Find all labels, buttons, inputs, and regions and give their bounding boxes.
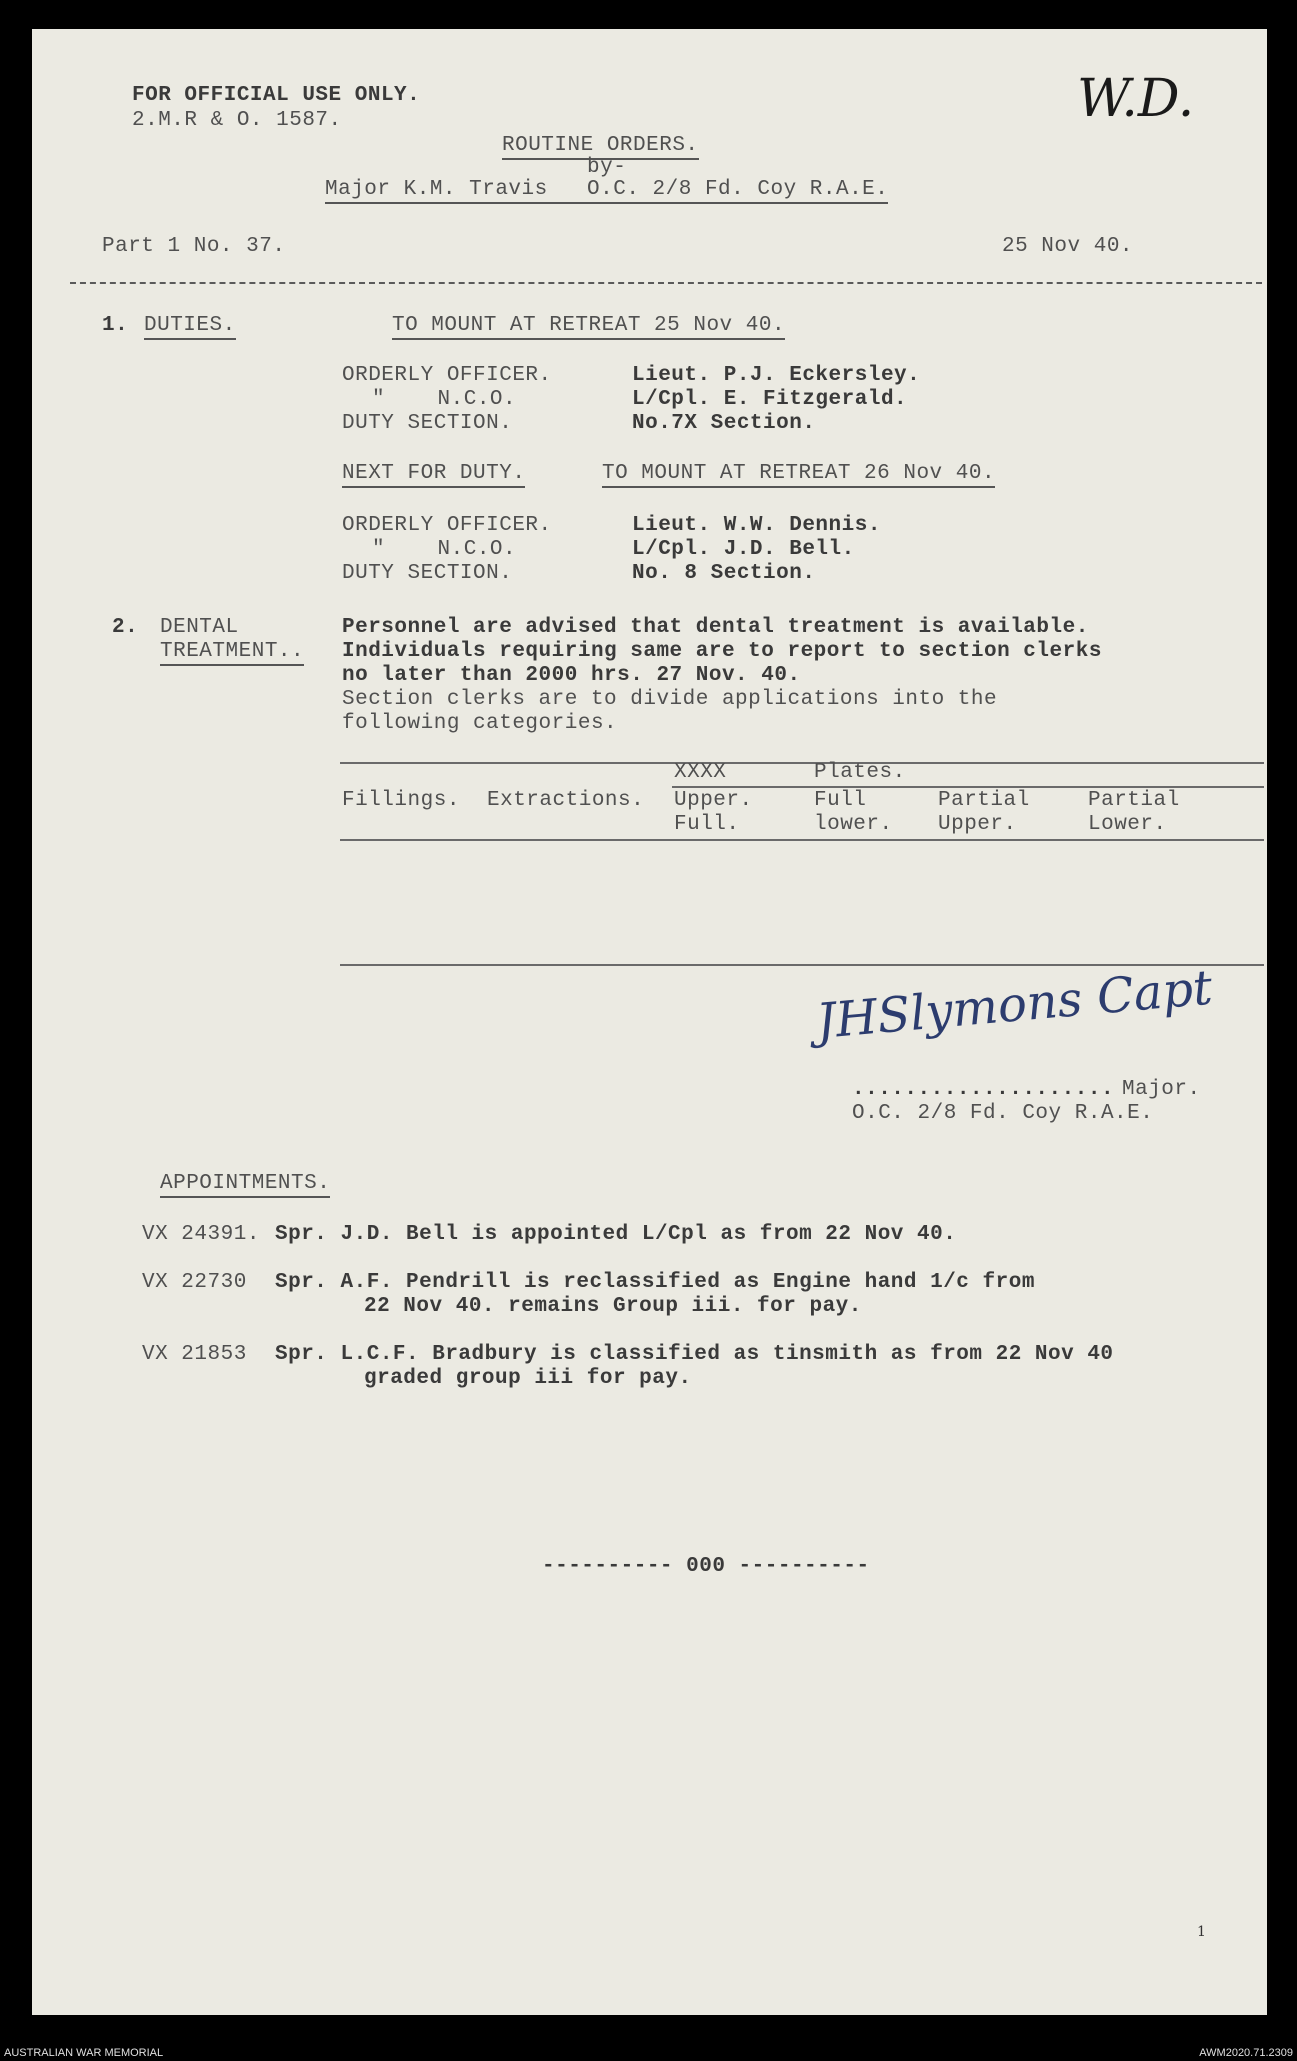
signature-dots: .................... (852, 1078, 1115, 1101)
page-number: 1 (1197, 1924, 1206, 1940)
issuer-line: Major K.M. Travis O.C. 2/8 Fd. Coy R.A.E. (325, 178, 888, 204)
appointment-2-line-1: Spr. A.F. Pendrill is reclassified as Engine hand 1/c from (275, 1271, 1035, 1294)
mount-line-1: TO MOUNT AT RETREAT 25 Nov 40. (392, 314, 785, 340)
dental-line-5: following categories. (342, 712, 618, 735)
next-for-duty-heading: NEXT FOR DUTY. (342, 462, 525, 488)
duties-heading: DUTIES. (144, 314, 236, 340)
dental-line-4: Section clerks are to divide applications into the (342, 688, 998, 711)
table-partial-upper-2: Upper. (938, 813, 1017, 836)
table-extractions: Extractions. (487, 789, 645, 812)
role-3: DUTY SECTION. (342, 412, 513, 435)
mount-line-2: TO MOUNT AT RETREAT 26 Nov 40. (602, 462, 995, 488)
signature-rank: Major. (1122, 1078, 1201, 1101)
table-plates-header: Plates. (814, 761, 906, 784)
name-3: No.7X Section. (632, 412, 816, 435)
appointment-3-line-1: Spr. L.C.F. Bradbury is classified as tinsmith as from 22 Nov 40 (275, 1343, 1114, 1366)
table-full-lower-2: lower. (814, 813, 893, 836)
table-partial-lower-1: Partial (1088, 789, 1180, 812)
name-2: L/Cpl. E. Fitzgerald. (632, 388, 908, 411)
appointment-1-number: VX 24391. (142, 1223, 260, 1246)
table-top-rule (340, 762, 1264, 764)
duties-number: 1. (102, 314, 129, 337)
handwritten-mark: W.D. (1077, 69, 1195, 129)
routine-orders-title: ROUTINE ORDERS. (502, 134, 699, 160)
table-upper-full-1: Upper. (674, 789, 753, 812)
role-4: ORDERLY OFFICER. (342, 514, 552, 537)
reference-line: 2.M.R & O. 1587. (132, 109, 342, 132)
table-partial-lower-2: Lower. (1088, 813, 1167, 836)
role-2: " N.C.O. (372, 388, 517, 411)
appointment-3-number: VX 21853 (142, 1343, 247, 1366)
dental-heading-2: TREATMENT.. (160, 640, 304, 666)
appointment-3-line-2: graded group iii for pay. (364, 1367, 692, 1390)
table-partial-upper-1: Partial (938, 789, 1030, 812)
dental-number: 2. (112, 616, 139, 639)
dental-line-3: no later than 2000 hrs. 27 Nov. 40. (342, 664, 801, 687)
table-struck-header: XXXX (674, 761, 727, 784)
table-full-lower-1: Full (814, 789, 867, 812)
role-6: DUTY SECTION. (342, 562, 513, 585)
footer-right: AWM2020.71.2309 (1199, 2047, 1293, 2059)
appointment-2-number: VX 22730 (142, 1271, 247, 1294)
role-1: ORDERLY OFFICER. (342, 364, 552, 387)
official-use-line: FOR OFFICIAL USE ONLY. (132, 84, 421, 107)
dental-line-1: Personnel are advised that dental treatment is available. (342, 616, 1089, 639)
appointments-heading: APPOINTMENTS. (160, 1172, 330, 1198)
name-4: Lieut. W.W. Dennis. (632, 514, 881, 537)
document-page (32, 29, 1267, 2015)
role-5: " N.C.O. (372, 538, 517, 561)
dental-line-2: Individuals requiring same are to report to section clerks (342, 640, 1102, 663)
table-bottom-rule (340, 964, 1264, 966)
order-date: 25 Nov 40. (1002, 235, 1134, 258)
appointment-2-line-2: 22 Nov 40. remains Group iii. for pay. (364, 1295, 862, 1318)
name-5: L/Cpl. J.D. Bell. (632, 538, 855, 561)
signature-unit: O.C. 2/8 Fd. Coy R.A.E. (852, 1102, 1154, 1125)
footer-left: AUSTRALIAN WAR MEMORIAL (4, 2047, 164, 2059)
part-number: Part 1 No. 37. (102, 235, 286, 258)
name-6: No. 8 Section. (632, 562, 816, 585)
handwritten-signature: JHSlymons Capt (814, 959, 1215, 1050)
end-mark: ---------- 000 ---------- (542, 1555, 870, 1578)
table-fillings: Fillings. (342, 789, 460, 812)
name-1: Lieut. P.J. Eckersley. (632, 364, 921, 387)
table-upper-full-2: Full. (674, 813, 740, 836)
by-line: by- (587, 156, 627, 179)
table-header-bottom-rule (340, 839, 1264, 841)
header-divider (70, 282, 1262, 284)
dental-heading-1: DENTAL (160, 616, 239, 639)
appointment-1-line-1: Spr. J.D. Bell is appointed L/Cpl as from 22 Nov 40. (275, 1223, 957, 1246)
